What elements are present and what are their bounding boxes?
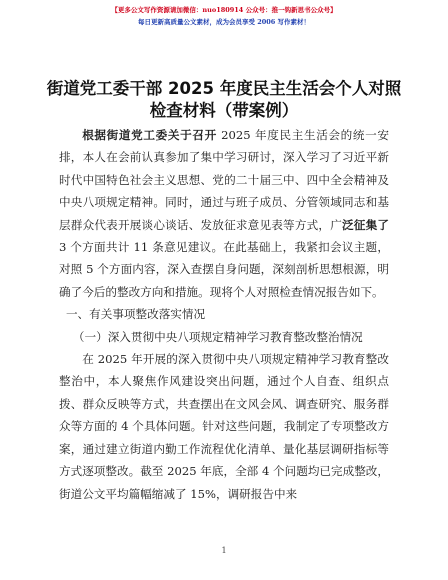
intro-paragraph [59,124,389,303]
intro-text-1: 2025 年度民主生活会的统一安排，本人在会前认真参加了集中学习研讨，深入学习了习近平新时代中国特色社会主义思想、党的二十届三中、四中全会精神及中央八项规定精神。同时，通过与班子成员、分管领域同志和基层群众代表开展谈心谈话、发放征求意见表等方式，广 [59,128,389,232]
page-number: 1 [221,546,227,555]
document-title: 街道党工委干部 2025 年度民主生活会个人对照检查材料（带案例） [46,79,402,120]
promo-line-2: 每日更新高质量公文素材，成为会员享受 2006 写作素材！ [137,18,311,26]
promo-line-1: 【更多公文写作资源请加微信：nuo180914 公众号：推一钩新思书公众号】 [111,6,337,14]
intro-text-2: 3 个方面共计 11 条意见建议。在此基础上，我紧扣会议主题，对照 5 个方面内容，深入查摆自身问题，深刻剖析思想根源，明确了今后的整改方向和措施。现将个人对照检查情况报告如下。 [59,240,389,299]
intro-bold-text: 根据街道党工委关于召开 [82,128,217,142]
document-body [59,124,389,505]
section-heading-1: 一、有关事项整改落实情况 [65,307,206,322]
promo-banner [0,4,448,28]
intro-bold-text-2: 泛征集了 [342,217,389,232]
body-paragraph-2: 在 2025 年开展的深入贯彻中央八项规定精神学习教育整改整治中，本人聚焦作风建设突出问题，通过个人自查、组织点拨、群众反映等方式，共查摆出在文风会风、调查研究、服务群众等方面的 4 个具体问题。针对这些问题，我制定了专项整改方案，通过建立街道内勤工作流程优化清单、量化基层调研指标等方式逐项整改。截至 2025 年底，全部 4 个问题均已完成整改，街道公文平均篇幅缩减了 15%，调研报告中来 [59,352,389,501]
subsection-heading-1: （一）深入贯彻中央八项规定精神学习教育整改整治情况 [72,329,363,344]
